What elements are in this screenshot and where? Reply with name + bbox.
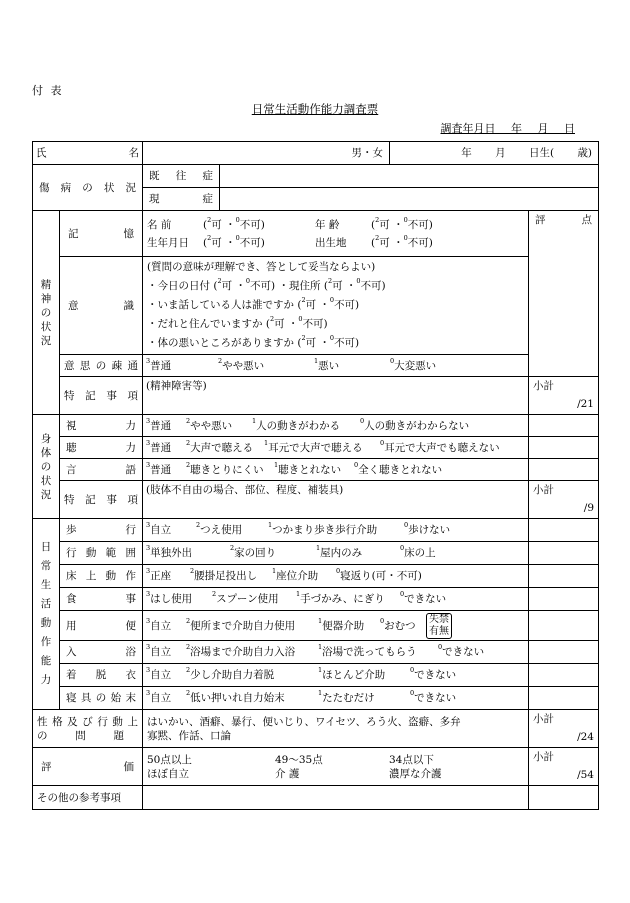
survey-date[interactable]: 調査年月日 年 月 日	[440, 122, 575, 135]
evaluation-levels: 50点以上 49〜35点 34点以下 ほぼ自立 介 護 濃厚な介護	[143, 748, 529, 786]
score-column[interactable]	[529, 211, 599, 377]
adl-survey-table	[32, 141, 599, 810]
vision-row	[33, 415, 599, 437]
bathing-score[interactable]	[529, 641, 599, 664]
history-label: 既 往 症	[143, 165, 220, 187]
hearing-score[interactable]	[529, 437, 599, 459]
name-field[interactable]	[143, 142, 599, 165]
sex-field[interactable]: 男・女	[351, 147, 383, 159]
memory-label: 記 憶	[60, 211, 143, 257]
mental-notes-row	[33, 377, 599, 415]
floor-options[interactable]: $^3$正座 $^2$腰掛足投出し $^1$座位介助 $^0$寝返り(可・不可)	[143, 565, 529, 588]
memory-items[interactable]: 名 前 ($^2$可 ・$^0$不可) 年 齢 ($^2$可 ・$^0$不可) 生年月日 ($^2$可 ・$^0$不可) 出生地 ($^2$可 ・$^0$不可)	[143, 211, 529, 257]
floor-score[interactable]	[529, 565, 599, 588]
eating-label: 食 事	[60, 588, 143, 611]
hearing-options[interactable]: $^3$普通 $^2$大声で聴える $^1$耳元で大声で聴える $^0$耳元で大声でも聴えない	[143, 437, 529, 459]
vision-score[interactable]	[529, 415, 599, 437]
behavior-label: 性格及び行動上 の 問 題	[33, 710, 143, 748]
mental-notes-field[interactable]: (精神障害等)	[143, 377, 529, 415]
physical-subtotal[interactable]: 小計 /9	[529, 481, 599, 519]
walking-label: 歩 行	[60, 519, 143, 542]
toilet-label: 用 便	[60, 611, 143, 641]
walking-options[interactable]: $^3$自立 $^2$つえ使用 $^1$つかまり歩き歩行介助 $^0$歩けない	[143, 519, 529, 542]
evaluation-row	[33, 748, 599, 786]
bedding-score[interactable]	[529, 687, 599, 710]
communication-row	[33, 355, 599, 377]
bedding-row	[33, 687, 599, 710]
walking-row	[33, 519, 599, 542]
bathing-options[interactable]: $^3$自立 $^2$浴場まで介助自力入浴 $^1$浴場で洗ってもらう $^0$できない	[143, 641, 529, 664]
birth-field[interactable]: 年 月 日生( 歳)	[389, 142, 598, 164]
floor-label: 床 上 動 作	[60, 565, 143, 588]
vision-options[interactable]: $^3$普通 $^2$やや悪い $^1$人の動きがわかる $^0$人の動きがわからない	[143, 415, 529, 437]
dressing-row	[33, 664, 599, 687]
bedding-options[interactable]: $^3$自立 $^2$低い押いれ自力始末 $^1$たたむだけ $^0$できない	[143, 687, 529, 710]
awareness-label: 意 識	[60, 257, 143, 355]
physical-notes-row	[33, 481, 599, 519]
eating-options[interactable]: $^3$はし使用 $^2$スプーン使用 $^1$手づかみ、にぎり $^0$できない	[143, 588, 529, 611]
toilet-options[interactable]: $^3$自立 $^2$便所まで介助自力使用 $^1$便器介助 $^0$おむつ 失禁 有無	[143, 611, 529, 641]
evaluation-label: 評 価	[33, 748, 143, 786]
bathing-label: 入 浴	[60, 641, 143, 664]
incontinence-box[interactable]: 失禁 有無	[426, 613, 452, 639]
dressing-options[interactable]: $^3$自立 $^2$少し介助自力着脱 $^1$ほとんど介助 $^0$できない	[143, 664, 529, 687]
speech-label: 言 語	[60, 459, 143, 481]
other-score[interactable]	[529, 786, 599, 810]
hearing-row	[33, 437, 599, 459]
other-field[interactable]	[143, 786, 529, 810]
daily-section-label: 日 常 生 活 動 作 能 力	[33, 519, 60, 710]
other-row	[33, 786, 599, 810]
history-row	[33, 165, 599, 188]
name-row	[33, 142, 599, 165]
eating-score[interactable]	[529, 588, 599, 611]
physical-section-label: 身 体 の 状 況	[33, 415, 60, 519]
behavior-row	[33, 710, 599, 748]
vision-label: 視 力	[60, 415, 143, 437]
hearing-label: 聴 力	[60, 437, 143, 459]
communication-label: 意 思 の 疎 通	[60, 355, 143, 377]
range-options[interactable]: $^3$単独外出 $^2$家の回り $^1$屋内のみ $^0$床の上	[143, 542, 529, 565]
speech-score[interactable]	[529, 459, 599, 481]
current-label: 現 症	[143, 188, 220, 210]
range-score[interactable]	[529, 542, 599, 565]
toilet-score[interactable]	[529, 611, 599, 641]
walking-score[interactable]	[529, 519, 599, 542]
communication-options[interactable]: $^3$普通 $^2$やや悪い $^1$悪い $^0$大変悪い	[143, 355, 529, 377]
physical-notes-label: 特 記 事 項	[60, 481, 143, 519]
appendix-label: 付 表	[32, 84, 64, 97]
name-label: 氏 名	[33, 142, 143, 165]
physical-notes-field[interactable]: (肢体不自由の場合、部位、程度、補装具)	[143, 481, 529, 519]
dressing-score[interactable]	[529, 664, 599, 687]
bathing-row	[33, 641, 599, 664]
memory-row	[33, 211, 599, 257]
mental-section-label: 精 神 の 状 況	[33, 211, 60, 415]
range-row	[33, 542, 599, 565]
mental-notes-label: 特 記 事 項	[60, 377, 143, 415]
dressing-label: 着 脱 衣	[60, 664, 143, 687]
bedding-label: 寝 具 の 始 末	[60, 687, 143, 710]
awareness-items[interactable]: (質問の意味が理解でき、答として妥当ならよい) ・今日の日付 ($^2$可 ・$^0$不可) ・現住所 ($^2$可 ・$^0$不可) ・いま話している人は誰ですか ($^2$可 ・$^0$不可) ・だれと住んでいますか ($^2$可 ・$^0$不可) ・体の悪いところがありますか ($^2$可 ・$^0$不可)	[143, 257, 529, 355]
behavior-subtotal[interactable]: 小計 /24	[529, 710, 599, 748]
awareness-row	[33, 257, 599, 355]
speech-options[interactable]: $^3$普通 $^2$聴きとりにくい $^1$聴きとれない $^0$全く聴きとれない	[143, 459, 529, 481]
evaluation-total[interactable]: 小計 /54	[529, 748, 599, 786]
mental-subtotal[interactable]: 小計 /21	[529, 377, 599, 415]
other-label: その他の参考事項	[33, 786, 143, 810]
floor-row	[33, 565, 599, 588]
speech-row	[33, 459, 599, 481]
toilet-row	[33, 611, 599, 641]
eating-row	[33, 588, 599, 611]
range-label: 行 動 範 囲	[60, 542, 143, 565]
behavior-items[interactable]: はいかい、酒癖、暴行、便いじり、ワイセツ、ろう火、盗癖、多弁 寡黙、作話、口論	[143, 710, 529, 748]
injury-label: 傷 病 の 状 況	[33, 165, 143, 211]
score-label: 評 点	[535, 214, 592, 226]
form-title: 日常生活動作能力調査票	[251, 102, 379, 116]
